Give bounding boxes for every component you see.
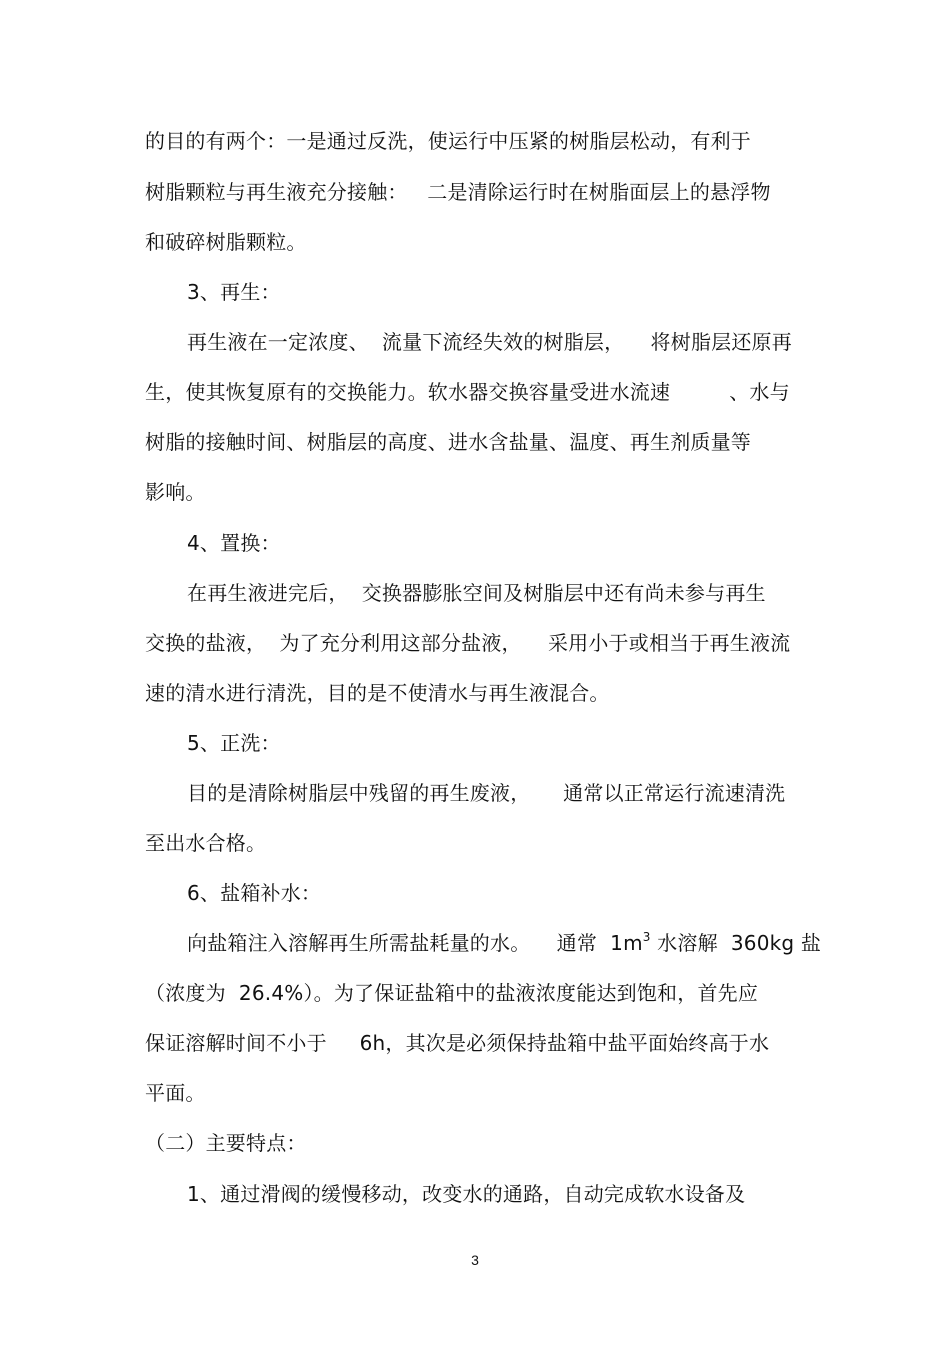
paragraph-line: 目的是清除树脂层中残留的再生废液， 通常以正常运行流速清洗 xyxy=(187,781,786,805)
paragraph-line: 交换的盐液， 为了充分利用这部分盐液， 采用小于或相当于再生液流 xyxy=(145,631,791,655)
paragraph-line: 速的清水进行清洗，目的是不使清水与再生液混合。 xyxy=(145,681,610,705)
paragraph-line: 1、通过滑阀的缓慢移动，改变水的通路，自动完成软水设备及 xyxy=(187,1182,746,1206)
paragraph-line: 至出水合格。 xyxy=(145,831,267,855)
paragraph-line: 生，使其恢复原有的交换能力。软水器交换容量受进水流速 、水与 xyxy=(145,380,790,404)
section-heading-displacement: 4、置换： xyxy=(187,531,281,555)
superscript-exponent: 3 xyxy=(642,930,651,945)
text-run: 向盐箱注入溶解再生所需盐耗量的水。 通常 1m xyxy=(187,931,643,955)
paragraph-line: 在再生液进完后， 交换器膨胀空间及树脂层中还有尚未参与再生 xyxy=(187,581,766,605)
section-heading-regeneration: 3、再生： xyxy=(187,280,281,304)
paragraph-line: 树脂的接触时间、树脂层的高度、进水含盐量、温度、再生剂质量等 xyxy=(145,430,751,454)
page-number: 3 xyxy=(471,1252,479,1268)
paragraph-line xyxy=(187,930,821,956)
section-heading-rinse: 5、正洗： xyxy=(187,731,281,755)
paragraph-line: 树脂颗粒与再生液充分接触： 二是清除运行时在树脂面层上的悬浮物 xyxy=(145,180,771,204)
paragraph-line: 保证溶解时间不小于 6h，其次是必须保持盐箱中盐平面始终高于水 xyxy=(145,1031,770,1055)
paragraph-line: 再生液在一定浓度、 流量下流经失效的树脂层， 将树脂层还原再 xyxy=(187,330,792,354)
paragraph-line: 影响。 xyxy=(145,480,206,504)
section-heading-brine-refill: 6、盐箱补水： xyxy=(187,881,322,905)
paragraph-line: 的目的有两个：一是通过反洗，使运行中压紧的树脂层松动，有利于 xyxy=(145,129,751,153)
paragraph-line: 平面。 xyxy=(145,1081,206,1105)
paragraph-line: 和破碎树脂颗粒。 xyxy=(145,230,307,254)
text-run: 水溶解 360kg 盐 xyxy=(650,931,822,955)
paragraph-line: （浓度为 26.4%）。为了保证盐箱中的盐液浓度能达到饱和，首先应 xyxy=(145,981,759,1005)
section-heading-main-features: （二）主要特点： xyxy=(145,1131,307,1155)
